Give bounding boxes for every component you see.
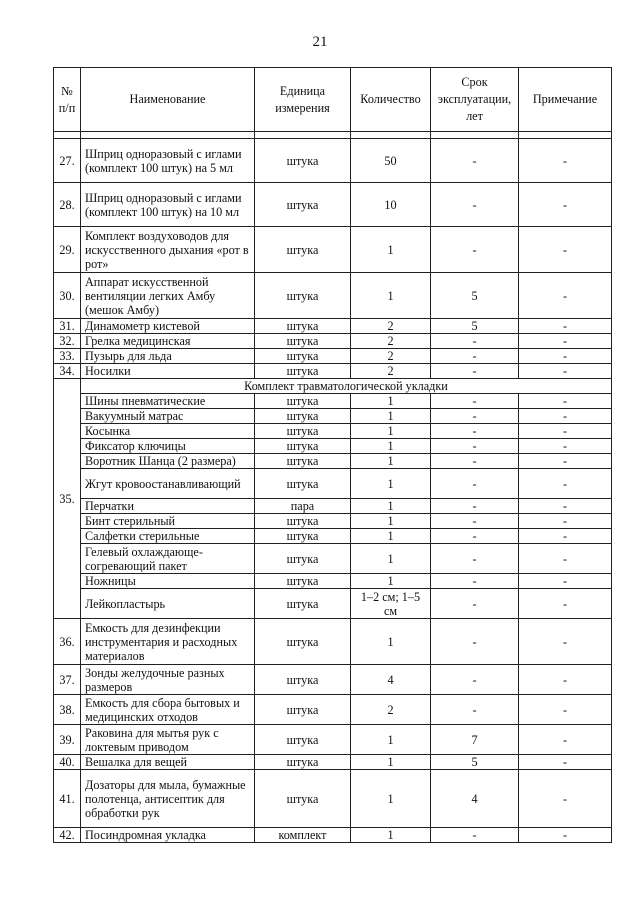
row-name: Посиндромная укладка xyxy=(81,828,255,843)
table-row xyxy=(54,755,612,770)
table-row xyxy=(54,273,612,319)
row-unit: штука xyxy=(255,394,351,409)
table-row xyxy=(54,695,612,725)
table-row xyxy=(54,349,612,364)
row-unit: штука xyxy=(255,273,351,319)
row-note: - xyxy=(519,755,612,770)
row-qty: 2 xyxy=(351,349,431,364)
table-row xyxy=(54,364,612,379)
row-unit: штука xyxy=(255,589,351,619)
row-name: Воротник Шанца (2 размера) xyxy=(81,454,255,469)
row-life: 7 xyxy=(431,725,519,755)
table-row xyxy=(54,770,612,828)
row-name: Дозаторы для мыла, бумажные полотенца, антисептик для обработки рук xyxy=(81,770,255,828)
row-name: Вешалка для вещей xyxy=(81,755,255,770)
equipment-table xyxy=(53,67,612,843)
header-life: Срок эксплуатации, лет xyxy=(431,68,519,132)
row-name: Лейкопластырь xyxy=(81,589,255,619)
row-name: Аппарат искусственной вентиляции легких Амбу (мешок Амбу) xyxy=(81,273,255,319)
row-note: - xyxy=(519,469,612,499)
row-qty: 1–2 см; 1–5 см xyxy=(351,589,431,619)
row-life: 5 xyxy=(431,319,519,334)
row-note: - xyxy=(519,529,612,544)
row-name: Носилки xyxy=(81,364,255,379)
row-qty: 2 xyxy=(351,334,431,349)
row-number: 37. xyxy=(54,665,81,695)
row-name: Емкость для сбора бытовых и медицинских отходов xyxy=(81,695,255,725)
row-life: - xyxy=(431,394,519,409)
row-note: - xyxy=(519,319,612,334)
row-unit: штука xyxy=(255,529,351,544)
row-name: Шины пневматические xyxy=(81,394,255,409)
row-life: - xyxy=(431,589,519,619)
row-life: 4 xyxy=(431,770,519,828)
row-note: - xyxy=(519,574,612,589)
row-note: - xyxy=(519,665,612,695)
row-unit: штука xyxy=(255,619,351,665)
row-number: 39. xyxy=(54,725,81,755)
row-qty: 1 xyxy=(351,227,431,273)
row-note: - xyxy=(519,424,612,439)
row-life: - xyxy=(431,227,519,273)
row-note: - xyxy=(519,725,612,755)
row-qty: 1 xyxy=(351,454,431,469)
row-unit: штука xyxy=(255,755,351,770)
row-note: - xyxy=(519,619,612,665)
row-life: - xyxy=(431,695,519,725)
row-number: 33. xyxy=(54,349,81,364)
row-qty: 2 xyxy=(351,319,431,334)
row-name: Шприц одноразовый с иглами (комплект 100 штук) на 5 мл xyxy=(81,139,255,183)
table-row xyxy=(54,424,612,439)
row-unit: штука xyxy=(255,544,351,574)
row-number: 38. xyxy=(54,695,81,725)
row-note: - xyxy=(519,499,612,514)
row-note: - xyxy=(519,349,612,364)
table-row xyxy=(54,409,612,424)
row-name: Гелевый охлаждающе-согревающий пакет xyxy=(81,544,255,574)
row-life: - xyxy=(431,514,519,529)
row-name: Салфетки стерильные xyxy=(81,529,255,544)
row-unit: штука xyxy=(255,770,351,828)
row-qty: 1 xyxy=(351,619,431,665)
row-unit: штука xyxy=(255,364,351,379)
row-note: - xyxy=(519,394,612,409)
row-number: 29. xyxy=(54,227,81,273)
row-qty: 1 xyxy=(351,574,431,589)
row-name: Перчатки xyxy=(81,499,255,514)
row-name: Бинт стерильный xyxy=(81,514,255,529)
row-note: - xyxy=(519,139,612,183)
row-life: - xyxy=(431,139,519,183)
kit-title: Комплект травматологической укладки xyxy=(81,379,612,394)
row-unit: штука xyxy=(255,409,351,424)
row-life: - xyxy=(431,183,519,227)
row-qty: 1 xyxy=(351,514,431,529)
header-unit: Единица измерения xyxy=(255,68,351,132)
row-unit: штука xyxy=(255,319,351,334)
row-note: - xyxy=(519,695,612,725)
row-life: - xyxy=(431,454,519,469)
header-qty: Количество xyxy=(351,68,431,132)
row-life: - xyxy=(431,424,519,439)
row-unit: штука xyxy=(255,349,351,364)
table-row xyxy=(54,183,612,227)
table-row xyxy=(54,544,612,574)
row-unit: штука xyxy=(255,665,351,695)
row-note: - xyxy=(519,828,612,843)
row-name: Динамометр кистевой xyxy=(81,319,255,334)
table-row xyxy=(54,514,612,529)
row-qty: 1 xyxy=(351,469,431,499)
table-row xyxy=(54,319,612,334)
row-qty: 10 xyxy=(351,183,431,227)
row-number: 30. xyxy=(54,273,81,319)
row-unit: комплект xyxy=(255,828,351,843)
row-life: - xyxy=(431,334,519,349)
row-unit: штука xyxy=(255,334,351,349)
row-unit: штука xyxy=(255,454,351,469)
header-num: № п/п xyxy=(54,68,81,132)
row-life: - xyxy=(431,364,519,379)
row-life: - xyxy=(431,469,519,499)
row-name: Раковина для мытья рук с локтевым приводом xyxy=(81,725,255,755)
row-number: 42. xyxy=(54,828,81,843)
row-unit: пара xyxy=(255,499,351,514)
row-note: - xyxy=(519,544,612,574)
row-note: - xyxy=(519,334,612,349)
row-qty: 1 xyxy=(351,439,431,454)
row-note: - xyxy=(519,454,612,469)
row-qty: 1 xyxy=(351,409,431,424)
row-life: - xyxy=(431,619,519,665)
table-row xyxy=(54,439,612,454)
table-row xyxy=(54,469,612,499)
row-unit: штука xyxy=(255,424,351,439)
table-row xyxy=(54,529,612,544)
row-name: Грелка медицинская xyxy=(81,334,255,349)
row-qty: 1 xyxy=(351,394,431,409)
table-row xyxy=(54,828,612,843)
row-life: 5 xyxy=(431,755,519,770)
kit-title-row xyxy=(54,379,612,394)
row-life: - xyxy=(431,349,519,364)
row-qty: 2 xyxy=(351,695,431,725)
row-qty: 1 xyxy=(351,499,431,514)
page-number: 21 xyxy=(312,34,328,50)
row-unit: штука xyxy=(255,725,351,755)
row-qty: 50 xyxy=(351,139,431,183)
table-row xyxy=(54,665,612,695)
table-row xyxy=(54,589,612,619)
row-note: - xyxy=(519,770,612,828)
row-note: - xyxy=(519,183,612,227)
table-row xyxy=(54,227,612,273)
row-name: Пузырь для льда xyxy=(81,349,255,364)
row-qty: 4 xyxy=(351,665,431,695)
row-unit: штука xyxy=(255,183,351,227)
row-qty: 1 xyxy=(351,828,431,843)
kit-number: 35. xyxy=(54,379,81,619)
row-number: 27. xyxy=(54,139,81,183)
row-number: 28. xyxy=(54,183,81,227)
row-qty: 1 xyxy=(351,544,431,574)
row-unit: штука xyxy=(255,439,351,454)
row-name: Фиксатор ключицы xyxy=(81,439,255,454)
row-qty: 1 xyxy=(351,755,431,770)
row-note: - xyxy=(519,364,612,379)
row-unit: штука xyxy=(255,227,351,273)
row-life: - xyxy=(431,544,519,574)
row-name: Вакуумный матрас xyxy=(81,409,255,424)
header-row xyxy=(54,68,612,132)
row-qty: 1 xyxy=(351,273,431,319)
table-row xyxy=(54,499,612,514)
row-name: Комплект воздуховодов для искусственного дыхания «рот в рот» xyxy=(81,227,255,273)
row-unit: штука xyxy=(255,514,351,529)
row-note: - xyxy=(519,439,612,454)
row-note: - xyxy=(519,409,612,424)
row-number: 40. xyxy=(54,755,81,770)
table-row xyxy=(54,139,612,183)
row-life: - xyxy=(431,439,519,454)
row-name: Зонды желудочные разных размеров xyxy=(81,665,255,695)
row-unit: штука xyxy=(255,139,351,183)
table-row xyxy=(54,334,612,349)
row-qty: 1 xyxy=(351,725,431,755)
row-unit: штука xyxy=(255,574,351,589)
header-note: Примечание xyxy=(519,68,612,132)
row-note: - xyxy=(519,514,612,529)
table-row xyxy=(54,619,612,665)
row-life: - xyxy=(431,499,519,514)
row-life: - xyxy=(431,409,519,424)
row-name: Ножницы xyxy=(81,574,255,589)
row-number: 31. xyxy=(54,319,81,334)
row-life: - xyxy=(431,574,519,589)
row-name: Жгут кровоостанавливающий xyxy=(81,469,255,499)
row-note: - xyxy=(519,273,612,319)
spacer-row xyxy=(54,132,612,139)
table-row xyxy=(54,725,612,755)
row-note: - xyxy=(519,589,612,619)
table-row xyxy=(54,454,612,469)
row-number: 32. xyxy=(54,334,81,349)
row-qty: 1 xyxy=(351,770,431,828)
table-row xyxy=(54,394,612,409)
row-number: 36. xyxy=(54,619,81,665)
row-life: - xyxy=(431,529,519,544)
row-number: 41. xyxy=(54,770,81,828)
row-name: Косынка xyxy=(81,424,255,439)
row-qty: 2 xyxy=(351,364,431,379)
row-unit: штука xyxy=(255,469,351,499)
row-number: 34. xyxy=(54,364,81,379)
row-name: Шприц одноразовый с иглами (комплект 100 штук) на 10 мл xyxy=(81,183,255,227)
row-life: - xyxy=(431,665,519,695)
header-name: Наименование xyxy=(81,68,255,132)
row-life: 5 xyxy=(431,273,519,319)
row-unit: штука xyxy=(255,695,351,725)
row-qty: 1 xyxy=(351,424,431,439)
row-life: - xyxy=(431,828,519,843)
row-note: - xyxy=(519,227,612,273)
table-row xyxy=(54,574,612,589)
row-name: Емкость для дезинфекции инструментария и расходных материалов xyxy=(81,619,255,665)
row-qty: 1 xyxy=(351,529,431,544)
